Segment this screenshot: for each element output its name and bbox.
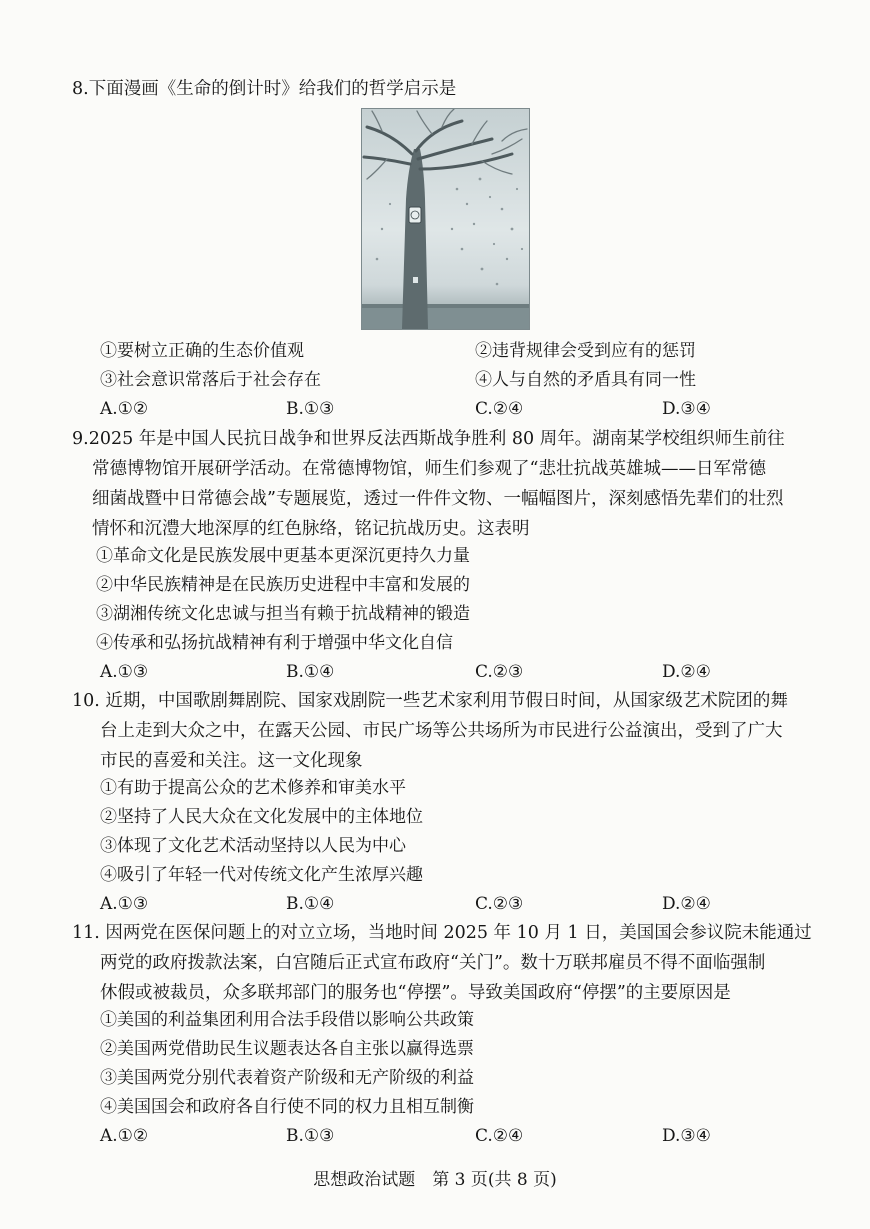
q10-choice-c[interactable]: C.②③ — [475, 894, 524, 914]
q8-statement-1: ①要树立正确的生态价值观 — [100, 341, 304, 361]
q9-statement-1: ①革命文化是民族发展中更基本更深沉更持久力量 — [96, 546, 470, 566]
q10-choice-d[interactable]: D.②④ — [662, 894, 711, 914]
q8-choice-d[interactable]: D.③④ — [662, 399, 711, 419]
q11-statement-3: ③美国两党分别代表着资产阶级和无产阶级的利益 — [100, 1068, 474, 1088]
q11-choice-d[interactable]: D.③④ — [662, 1126, 711, 1146]
q9-choice-b[interactable]: B.①④ — [286, 662, 335, 682]
q9-choice-a[interactable]: A.①③ — [100, 662, 149, 682]
q9-statement-3: ③湖湘传统文化忠诚与担当有赖于抗战精神的锻造 — [96, 604, 470, 624]
q10-stem-line-1: 10. 近期，中国歌剧舞剧院、国家戏剧院一些艺术家利用节假日时间，从国家级艺术院团的舞 — [72, 691, 788, 711]
tree-clock-illustration — [362, 109, 529, 329]
q9-statement-4: ④传承和弘扬抗战精神有利于增强中华文化自信 — [96, 633, 453, 653]
cartoon-image — [361, 108, 530, 330]
q8-stem: 8.下面漫画《生命的倒计时》给我们的哲学启示是 — [72, 79, 457, 99]
q10-stem-line-2: 台上走到大众之中，在露天公园、市民广场等公共场所为市民进行公益演出，受到了广大 — [100, 721, 783, 741]
q10-statement-1: ①有助于提高公众的艺术修养和审美水平 — [100, 778, 406, 798]
q8-statement-4: ④人与自然的矛盾具有同一性 — [475, 370, 696, 390]
q8-choice-a[interactable]: A.①② — [100, 399, 149, 419]
q11-choice-a[interactable]: A.①② — [100, 1126, 149, 1146]
q10-statement-3: ③体现了文化艺术活动坚持以人民为中心 — [100, 836, 406, 856]
q11-statement-2: ②美国两党借助民生议题表达各自主张以赢得选票 — [100, 1039, 474, 1059]
q11-choice-b[interactable]: B.①③ — [286, 1126, 335, 1146]
q10-statement-4: ④吸引了年轻一代对传统文化产生浓厚兴趣 — [100, 865, 423, 885]
q11-statement-1: ①美国的利益集团利用合法手段借以影响公共政策 — [100, 1010, 474, 1030]
page-footer: 思想政治试题 第 3 页(共 8 页) — [313, 1170, 557, 1190]
q9-statement-2: ②中华民族精神是在民族历史进程中丰富和发展的 — [96, 575, 470, 595]
q11-stem-line-2: 两党的政府拨款法案，白宫随后正式宣布政府“关门”。数十万联邦雇员不得不面临强制 — [100, 953, 766, 973]
q9-choice-c[interactable]: C.②③ — [475, 662, 524, 682]
q9-stem-line-2: 常德博物馆开展研学活动。在常德博物馆，师生们参观了“悲壮抗战英雄城——日军常德 — [92, 459, 766, 479]
q9-stem-line-3: 细菌战暨中日常德会战”专题展览，透过一件件文物、一幅幅图片，深刻感悟先辈们的壮烈 — [92, 489, 784, 509]
q11-choice-c[interactable]: C.②④ — [475, 1126, 524, 1146]
q8-statement-3: ③社会意识常落后于社会存在 — [100, 370, 321, 390]
q9-choice-d[interactable]: D.②④ — [662, 662, 711, 682]
q11-stem-line-3: 休假或被裁员，众多联邦部门的服务也“停摆”。导致美国政府“停摆”的主要原因是 — [100, 983, 731, 1003]
q10-choice-a[interactable]: A.①③ — [100, 894, 149, 914]
q9-stem-line-4: 情怀和沉澧大地深厚的红色脉络，铭记抗战历史。这表明 — [92, 519, 530, 539]
q10-choice-b[interactable]: B.①④ — [286, 894, 335, 914]
q8-choice-c[interactable]: C.②④ — [475, 399, 524, 419]
q11-stem-line-1: 11. 因两党在医保问题上的对立立场，当地时间 2025 年 10 月 1 日，美国国会参议院未能通过 — [72, 923, 812, 943]
q8-choice-b[interactable]: B.①③ — [286, 399, 335, 419]
q9-stem-line-1: 9.2025 年是中国人民抗日战争和世界反法西斯战争胜利 80 周年。湖南某学校组织师生前往 — [72, 429, 785, 449]
q11-statement-4: ④美国国会和政府各自行使不同的权力且相互制衡 — [100, 1097, 474, 1117]
q10-stem-line-3: 市民的喜爱和关注。这一文化现象 — [100, 751, 363, 771]
q8-statement-2: ②违背规律会受到应有的惩罚 — [475, 341, 696, 361]
q10-statement-2: ②坚持了人民大众在文化发展中的主体地位 — [100, 807, 423, 827]
